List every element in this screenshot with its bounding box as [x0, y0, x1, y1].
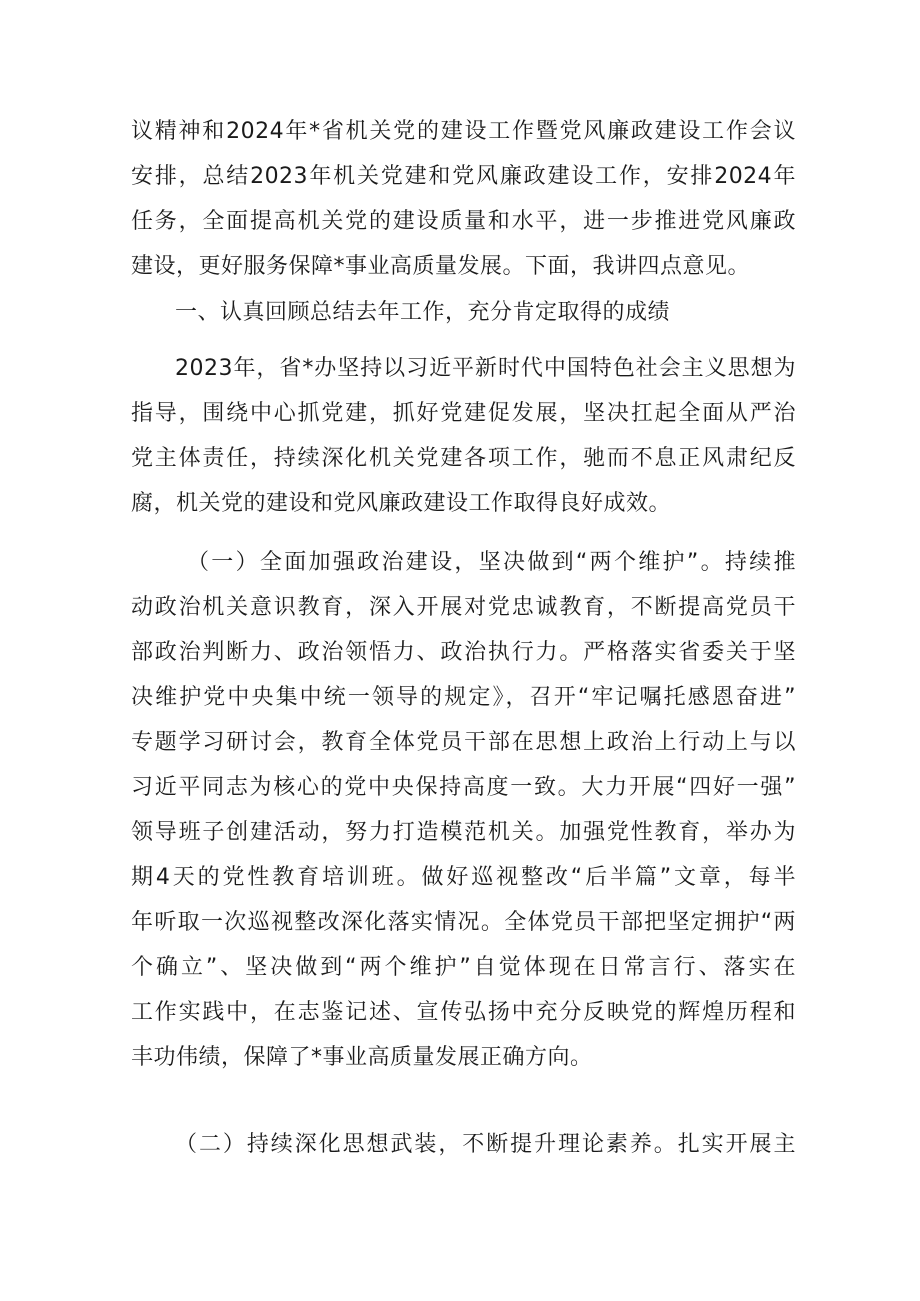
text-line: 习近平同志为核心的党中央保持高度一致。大力开展“四好一强” — [131, 775, 796, 800]
text-line: 丰功伟绩，保障了*事业高质量发展正确方向。 — [131, 1045, 593, 1070]
text-line: （二）持续深化思想武装，不断提升理论素养。扎实开展主 — [175, 1132, 796, 1157]
text-line: 年听取一次巡视整改深化落实情况。全体党员干部把坚定拥护“两 — [131, 910, 796, 935]
text-line: 议精神和2024年*省机关党的建设工作暨党风廉政建设工作会议 — [131, 119, 796, 144]
subsection2-paragraph — [131, 1122, 796, 1167]
section1-heading: 一、认真回顾总结去年工作，充分肯定取得的成绩 — [175, 300, 671, 325]
text-line: 个确立”、坚决做到“两个维护”自觉体现在日常言行、落实在 — [131, 955, 796, 980]
text-line: 动政治机关意识教育，深入开展对党忠诚教育，不断提高党员干 — [131, 595, 796, 620]
subsection1-paragraph — [131, 540, 796, 1080]
text-line: 决维护党中央集中统一领导的规定》，召开“牢记嘱托感恩奋进” — [131, 685, 796, 710]
text-line: 任务，全面提高机关党的建设质量和水平，进一步推进党风廉政 — [131, 209, 796, 234]
text-line: 专题学习研讨会，教育全体党员干部在思想上政治上行动上与以 — [131, 730, 796, 755]
text-line: 安排，总结2023年机关党建和党风廉政建设工作，安排2024年 — [131, 164, 796, 189]
text-line: 2023年，省*办坚持以习近平新时代中国特色社会主义思想为 — [175, 356, 796, 381]
section1-paragraph — [131, 346, 796, 526]
text-line: 期4天的党性教育培训班。做好巡视整改“后半篇”文章，每半 — [131, 865, 796, 890]
text-line: 工作实践中，在志鉴记述、宣传弘扬中充分反映党的辉煌历程和 — [131, 1000, 796, 1025]
text-line: 部政治判断力、政治领悟力、政治执行力。严格落实省委关于坚 — [131, 640, 796, 665]
text-line: （一）全面加强政治建设，坚决做到“两个维护”。持续推 — [187, 550, 796, 575]
text-line: 指导，围绕中心抓党建，抓好党建促发展，坚决扛起全面从严治 — [131, 401, 796, 426]
text-line: 领导班子创建活动，努力打造模范机关。加强党性教育，举办为 — [131, 820, 796, 845]
text-line: 党主体责任，持续深化机关党建各项工作，驰而不息正风肃纪反 — [131, 446, 796, 471]
intro-paragraph — [131, 109, 796, 289]
section-heading — [131, 290, 796, 335]
text-line: 腐，机关党的建设和党风廉政建设工作取得良好成效。 — [131, 491, 672, 516]
text-line: 建设，更好服务保障*事业高质量发展。下面，我讲四点意见。 — [131, 254, 751, 279]
